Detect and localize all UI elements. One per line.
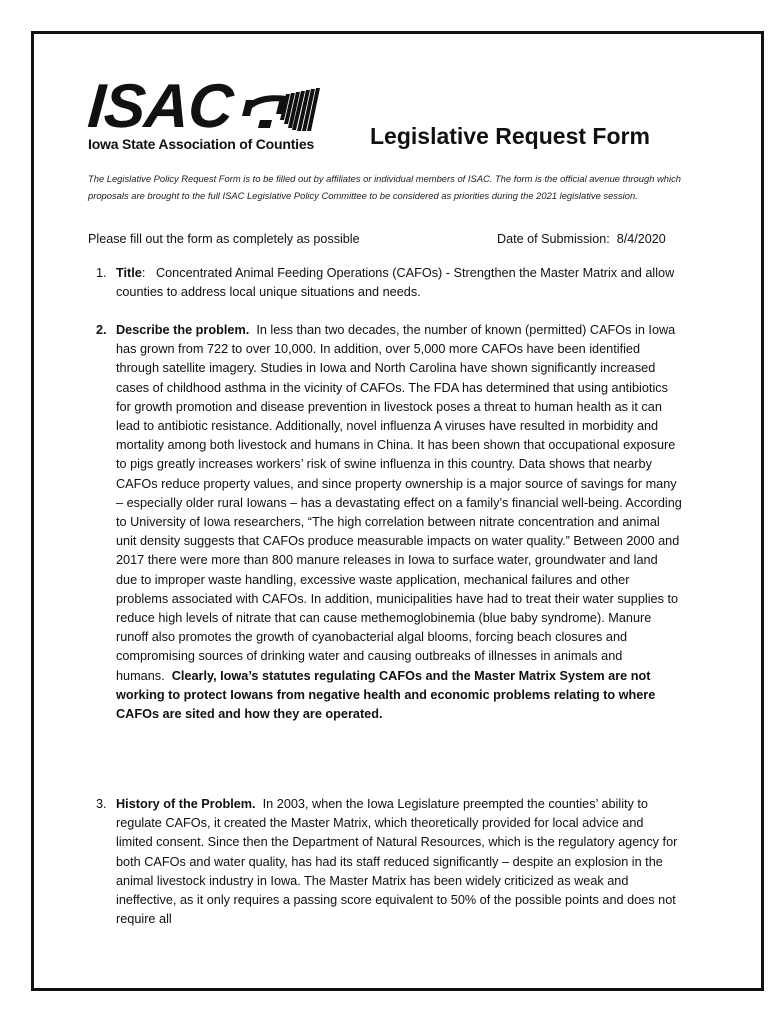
item-body: In less than two decades, the number of known (permitted) CAFOs in Iowa has grown from 722 to over 10,000. In addition, over 5,000 more CAFOs have been identified through satellite imagery. Studies in Iowa and North Carolina have shown significantly increased cases of childhood asthma in the vicinity of CAFOs. The FDA has determined that using antibiotics for growth promotion and disease prevention in livestock poses a threat to human health as it can lead to antibiotic resistance. Additionally, novel influenza A viruses have resulted in morbidity and mortality among both livestock and humans in China. It has been shown that occupational exposure to pigs greatly increases workers’ risk of swine influenza in this country. Data shows that nearby CAFOs reduce property values, and since property ownership is a major source of savings for many – especially older rural Iowans – has a devastating effect on a family’s financial well-being. According to University of Iowa researchers, “The high correlation between nitrate concentration and animal unit density suggests that CAFOs produce measurable impacts on water quality.” Between 2000 and 2017 there were more than 800 manure releases in Iowa to surface water, groundwater and land due to improper waste handling, excessive waste application, mechanical failures and other problems associated with CAFOs. In addition, municipalities have had to treat their water supplies to reduce high levels of nitrate that can cause methemoglobinemia (blue baby syndrome). Manure runoff also promotes the growth of cyanobacterial algal blooms, forcing beach closures and compromising sources of drinking water and causing outbreaks of illnesses in animals and humans. [116, 323, 682, 683]
list-item-history [96, 795, 682, 929]
item-number: 1. [96, 266, 107, 280]
item-heading: History of the Problem. [116, 797, 256, 811]
iowa-stripes-icon [240, 86, 322, 136]
item-heading: Describe the problem. [116, 323, 250, 337]
date-value: 8/4/2020 [616, 232, 666, 246]
form-intro: The Legislative Policy Request Form is to be filled out by affiliates or individual members of ISAC. The form is the official avenue through which proposals are brought to the full ISAC Legislative Policy Committee to be considered as priorities during the 2021 legislative session. [88, 173, 681, 201]
logo-wordmark: ISAC [85, 72, 235, 141]
item-number: 3. [96, 797, 107, 811]
date-label: Date of Submission: [497, 232, 610, 246]
date-of-submission [497, 230, 666, 248]
list-item-title [96, 264, 682, 302]
logo-tagline: Iowa State Association of Counties [88, 136, 315, 152]
form-title: Legislative Request Form [370, 123, 650, 149]
item-conclusion: Clearly, Iowa’s statutes regulating CAFOs and the Master Matrix System are not working to protect Iowans from negative health and economic problems relating to where CAFOs are sited and how they are operated. [116, 668, 656, 722]
list-item-problem [96, 321, 682, 724]
item-body: In 2003, when the Iowa Legislature preempted the counties’ ability to regulate CAFOs, it created the Master Matrix, which theoretically provided for local advice and limited consent. Since then the Department of Natural Resources, which is the regulatory agency for both CAFOs and water quality, has had its staff reduced significantly – despite an explosion in the animal livestock industry in Iowa. The Master Matrix has been widely criticized as weak and ineffective, as it only requires a passing score equivalent to 50% of the possible points and does not require all [116, 797, 678, 927]
item-separator: : [141, 266, 146, 280]
item-body: Concentrated Animal Feeding Operations (CAFOs) - Strengthen the Master Matrix and allow counties to address local unique situations and needs. [116, 266, 675, 300]
item-heading: Title [116, 266, 142, 280]
form-instruction: Please fill out the form as completely as possible [88, 232, 360, 246]
isac-logo [85, 72, 348, 160]
item-number: 2. [96, 323, 107, 337]
